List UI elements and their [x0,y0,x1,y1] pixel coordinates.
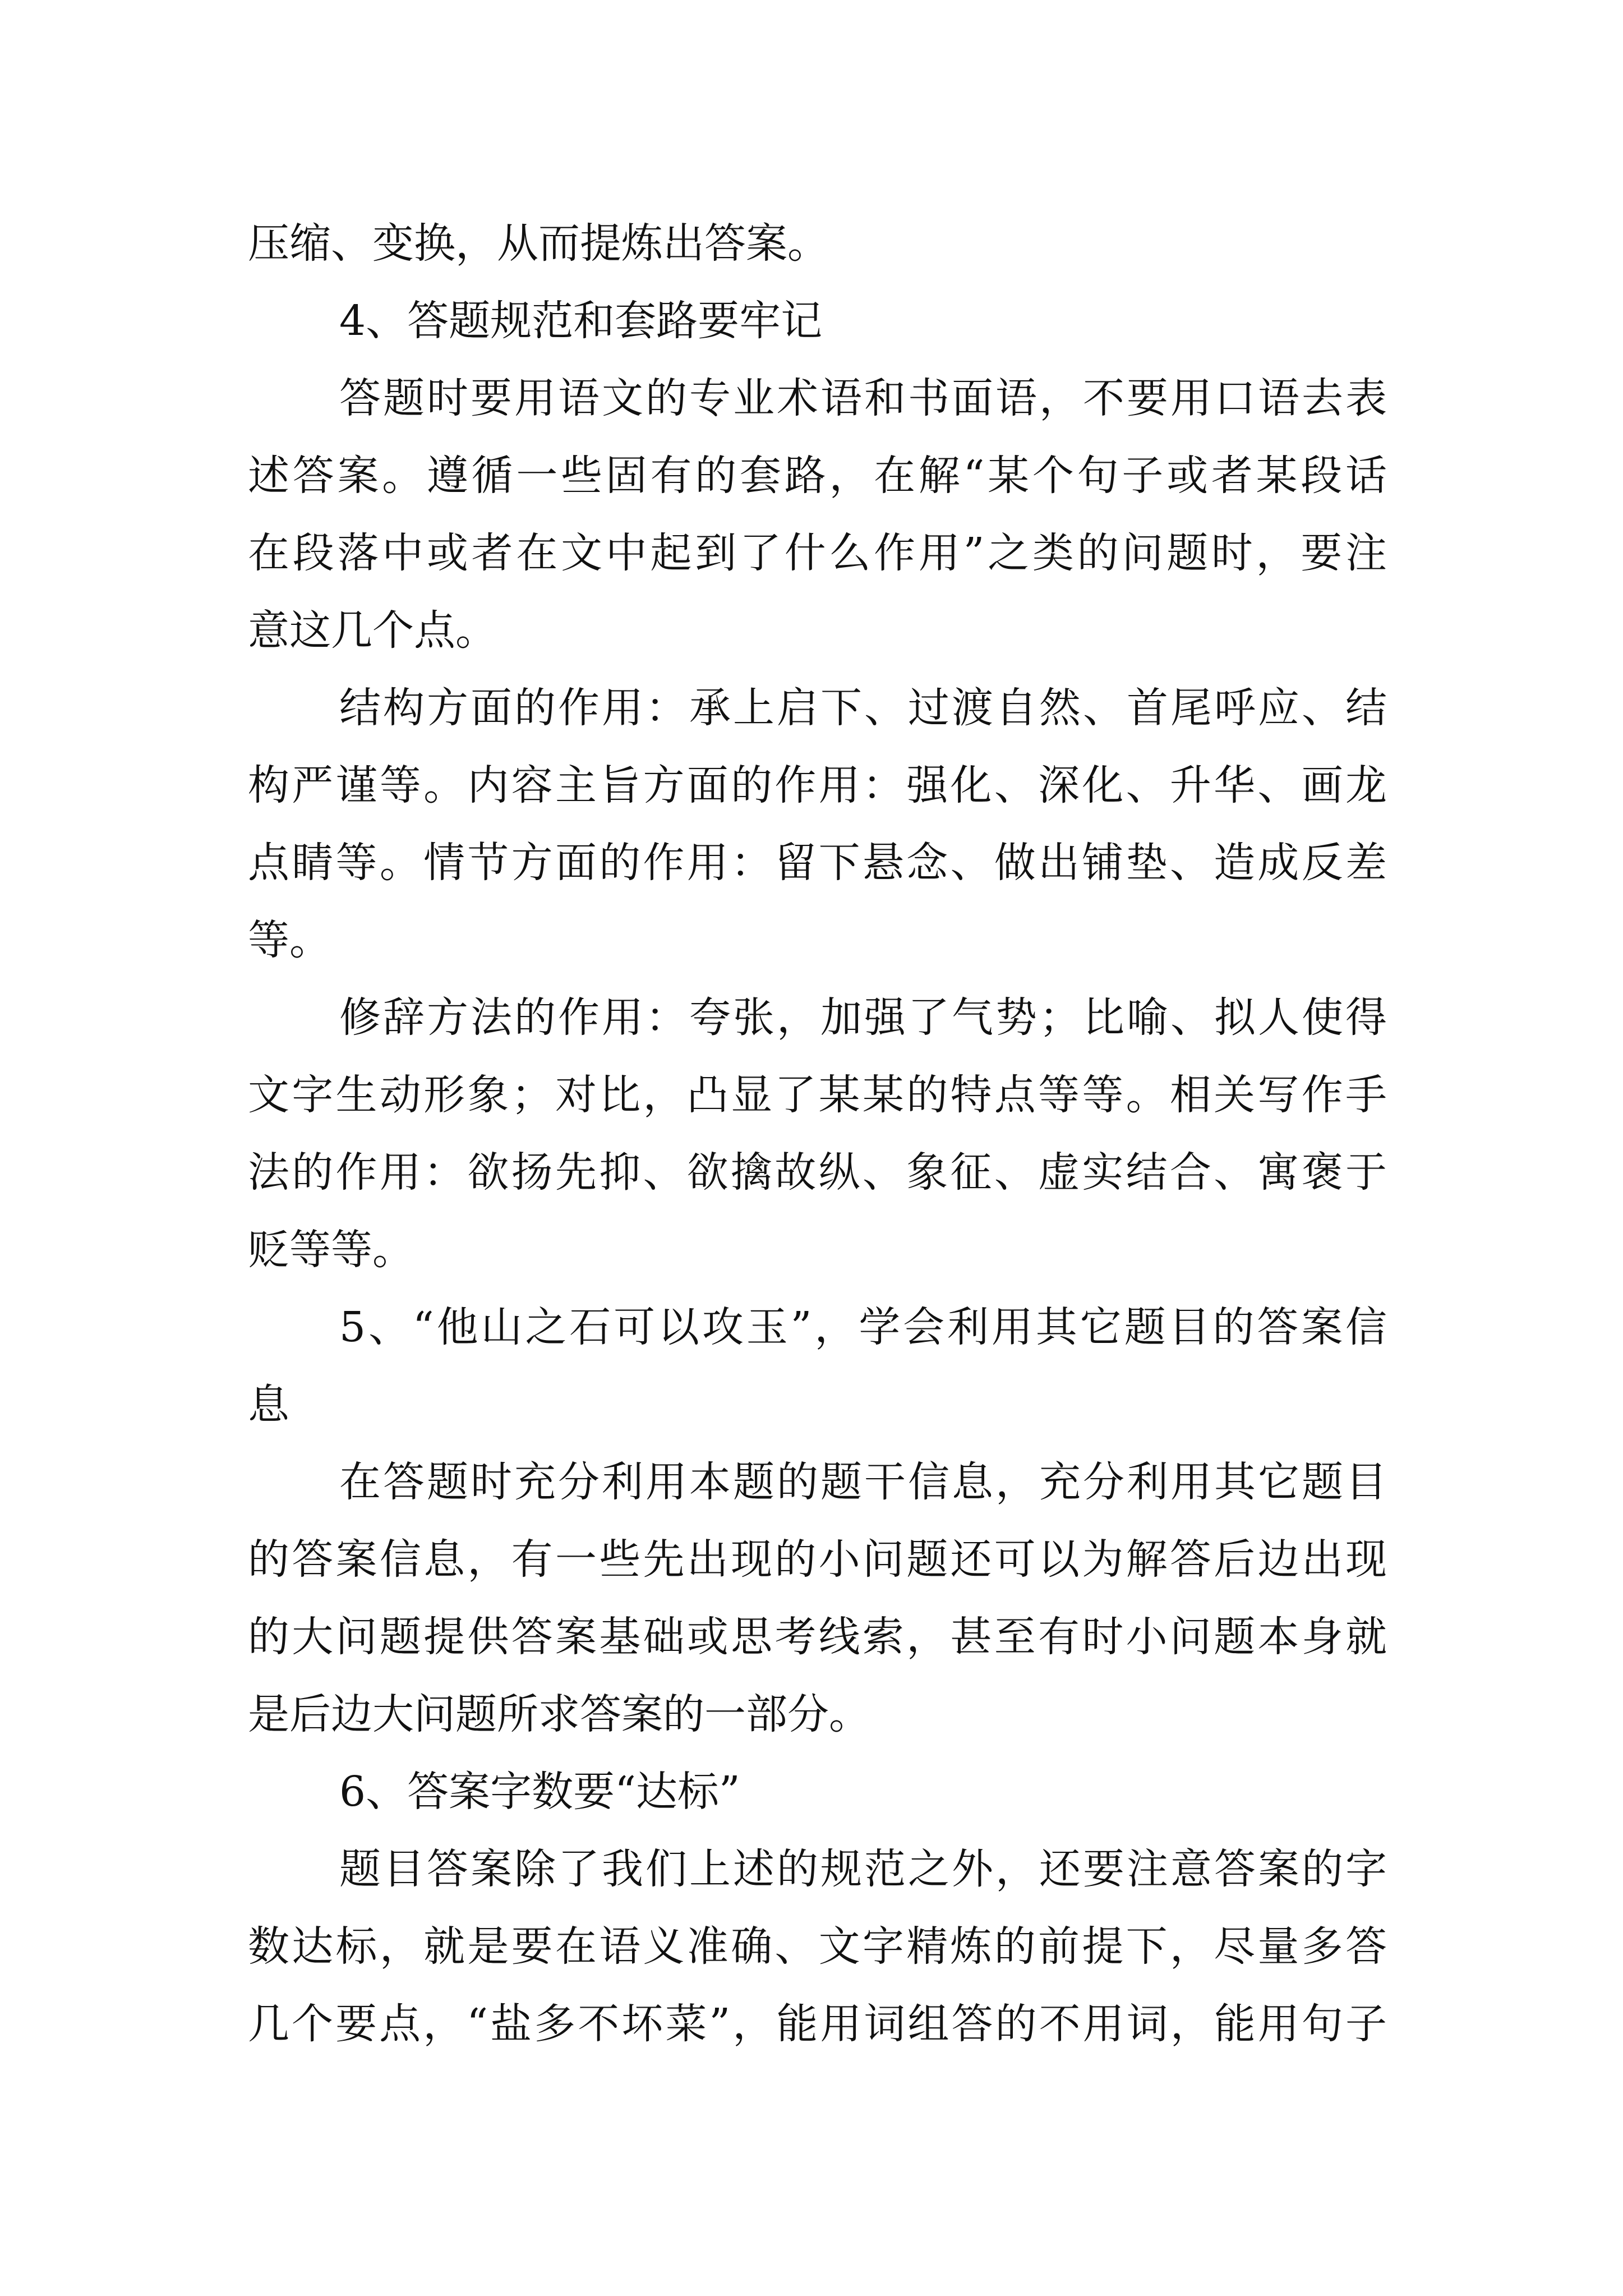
body-text [248,205,1387,2063]
heading-line: 5、“他山之石可以攻玉”，学会利用其它题目的答案信 [339,1303,1387,1351]
text-line: 贬等等。 [248,1226,414,1274]
text-line: 题目答案除了我们上述的规范之外，还要注意答案的字 [339,1845,1387,1893]
text-line: 的大问题提供答案基础或思考线索，甚至有时小问题本身就 [248,1613,1387,1661]
text-line: 等。 [248,916,331,964]
text-line: 点睛等。情节方面的作用：留下悬念、做出铺垫、造成反差 [248,839,1387,887]
text-line: 法的作用：欲扬先抑、欲擒故纵、象征、虚实结合、寓褒于 [248,1148,1387,1197]
section-heading-4 [248,282,1387,360]
text-line: 数达标，就是要在语义准确、文字精炼的前提下，尽量多答 [248,1922,1387,1971]
paragraph [248,669,1387,979]
text-line: 在段落中或者在文中起到了什么作用”之类的问题时，要注 [248,529,1387,577]
heading-line: 6、答案字数要“达标” [339,1768,740,1816]
paragraph [248,360,1387,669]
heading-line: 4、答题规范和套路要牢记 [339,297,823,345]
paragraph [248,1443,1387,1753]
text-line: 的答案信息，有一些先出现的小问题还可以为解答后边出现 [248,1535,1387,1584]
paragraph-continuation [248,205,1387,282]
text-line: 文字生动形象；对比，凸显了某某的特点等等。相关写作手 [248,1071,1387,1119]
text-line: 在答题时充分利用本题的题干信息，充分利用其它题目 [339,1458,1387,1506]
text-line: 是后边大问题所求答案的一部分。 [248,1690,870,1738]
paragraph [248,979,1387,1289]
text-line: 述答案。遵循一些固有的套路，在解“某个句子或者某段话 [248,452,1387,500]
text-line: 修辞方法的作用：夸张，加强了气势；比喻、拟人使得 [339,993,1387,1042]
text-line: 几个要点，“盐多不坏菜”，能用词组答的不用词，能用句子 [248,2000,1387,2048]
heading-line: 息 [248,1381,289,1429]
paragraph [248,1830,1387,2063]
text-line: 压缩、变换，从而提炼出答案。 [248,219,829,268]
text-line: 结构方面的作用：承上启下、过渡自然、首尾呼应、结 [339,684,1387,732]
section-heading-5 [248,1289,1387,1443]
text-line: 意这几个点。 [248,606,497,655]
text-line: 答题时要用语文的专业术语和书面语，不要用口语去表 [339,374,1387,422]
text-line: 构严谨等。内容主旨方面的作用：强化、深化、升华、画龙 [248,761,1387,809]
section-heading-6 [248,1753,1387,1830]
